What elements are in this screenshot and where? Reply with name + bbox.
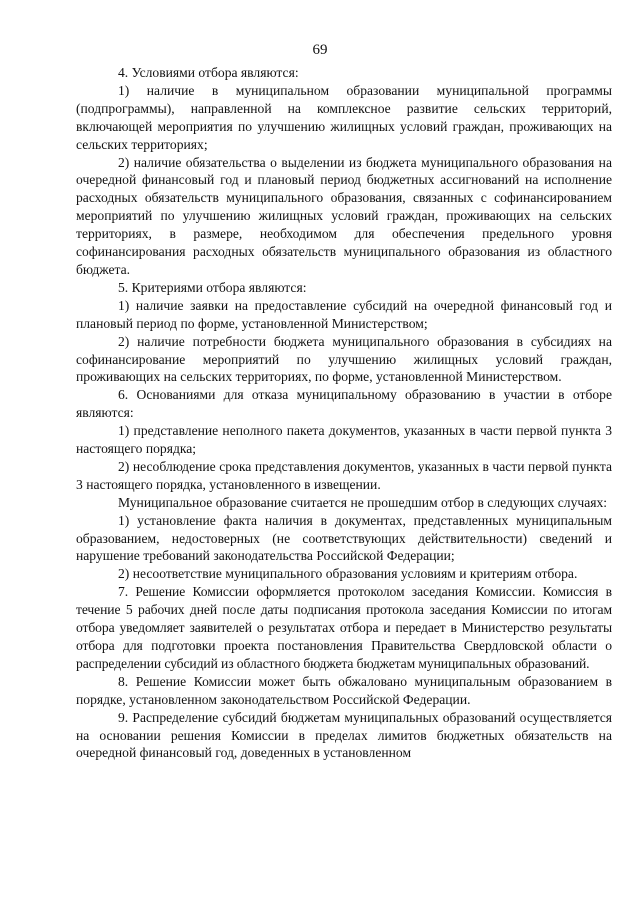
paragraph-6-case-1: 1) установление факта наличия в документах, представленных муниципальным образованием, недостоверных (не соответствующих действительности) сведений и нарушение требований законодательства Российской Федерации; [76, 512, 612, 564]
paragraph-8: 8. Решение Комиссии может быть обжаловано муниципальным образованием в порядке, установленном законодательством Российской Федерации. [76, 673, 612, 707]
paragraph-5-heading: 5. Критериями отбора являются: [118, 279, 307, 295]
paragraph-4-heading: 4. Условиями отбора являются: [118, 65, 299, 80]
paragraph-6-heading: 6. Основаниями для отказа муниципальному образованию в участии в отборе являются: [76, 387, 612, 421]
paragraph-5-item-1: 1) наличие заявки на предоставление субсидий на очередной финансовый год и плановый период по форме, установленной Министерством; [76, 297, 612, 331]
paragraph-7: 7. Решение Комиссии оформляется протоколом заседания Комиссии. Комиссия в течение 5 рабочих дней после даты подписания протокола заседания Комиссии по итогам отбора уведомляет заявителей о результатах отбора и передает в Министерство результаты отбора для подготовки проекта постановления Правительства Свердловской области о распределении субсидий из областного бюджета бюджетам муниципальных образований. [76, 584, 612, 671]
document-body [76, 64, 612, 762]
paragraph-4-item-1: 1) наличие в муниципальном образовании муниципальной программы (подпрограммы), направленной на комплексное развитие сельских территорий, включающей мероприятия по улучшению жилищных условий граждан, проживающих на сельских территориях; [76, 82, 612, 152]
paragraph-6-not-passed: Муниципальное образование считается не прошедшим отбор в следующих случаях: [118, 494, 608, 510]
paragraph-6-item-1: 1) представление неполного пакета документов, указанных в части первой пункта 3 настоящего порядка; [76, 423, 612, 457]
paragraph-9: 9. Распределение субсидий бюджетам муниципальных образований осуществляется на основании решения Комиссии в пределах лимитов бюджетных обязательств на очередной финансовый год, доведенных в установленном [76, 709, 612, 761]
page-number: 69 [312, 42, 328, 58]
paragraph-6-case-2: 2) несоответствие муниципального образования условиям и критериям отбора. [118, 566, 578, 582]
paragraph-4-item-2: 2) наличие обязательства о выделении из бюджета муниципального образования на очередной финансовый год и плановый период бюджетных ассигнований на исполнение расходных обязательств муниципального образования, связанных с софинансированием мероприятий по улучшению жилищных условий граждан, проживающих на сельских территориях, в размере, необходимом для обеспечения предельного уровня софинансирования расходных обязательств муниципального образования из областного бюджета. [76, 154, 612, 277]
paragraph-6-item-2: 2) несоблюдение срока представления документов, указанных в части первой пункта 3 настоящего порядка, установленного в извещении. [76, 458, 612, 492]
paragraph-5-item-2: 2) наличие потребности бюджета муниципального образования в субсидиях на софинансирование мероприятий по улучшению жилищных условий граждан, проживающих на сельских территориях, по форме, установленной Министерством. [76, 333, 612, 385]
